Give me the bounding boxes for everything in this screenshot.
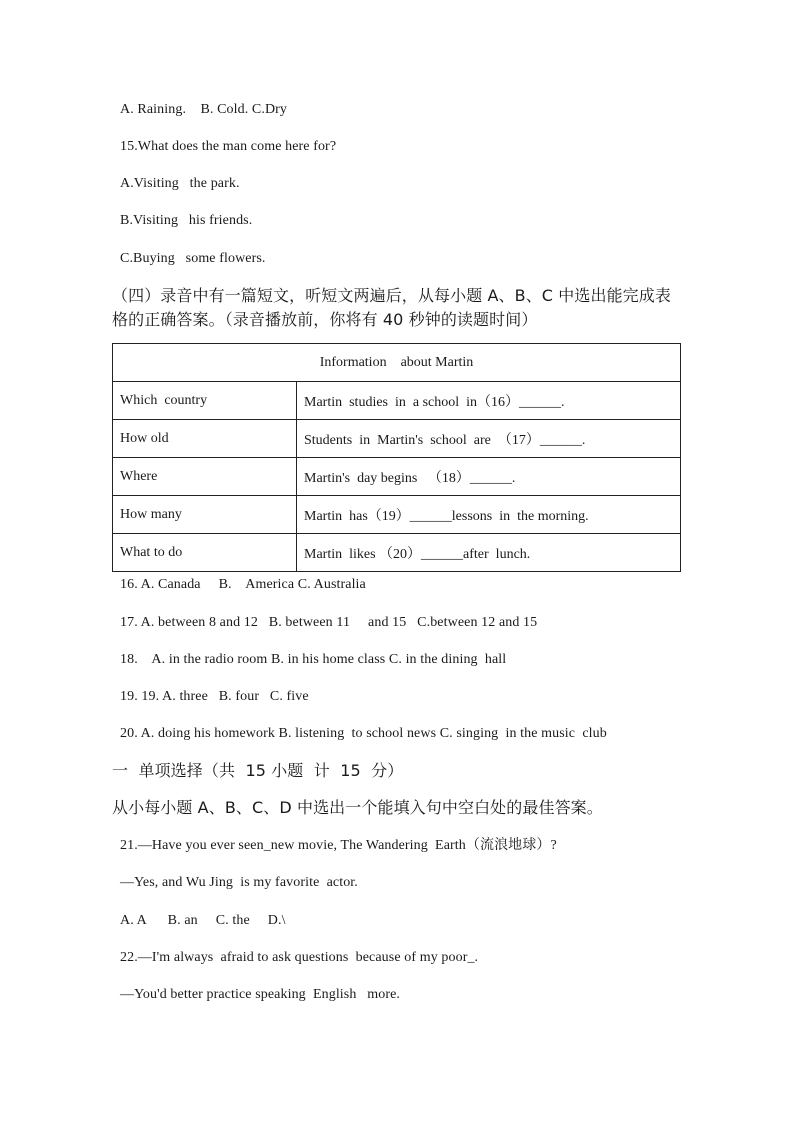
q14-options: A. Raining. B. Cold. C.Dry <box>120 102 288 117</box>
table-row <box>113 382 681 420</box>
table-row <box>113 458 681 496</box>
q20-options: 20. A. doing his homework B. listening to school news C. singing in the music club <box>120 726 607 741</box>
q15-option-c: C.Buying some flowers. <box>120 251 266 266</box>
table-row-label: How many <box>113 496 297 534</box>
table-row-label: What to do <box>113 534 297 572</box>
table-header: Information about Martin <box>113 344 681 382</box>
section-single-title: 一 单项选择（共 15 小题 计 15 分） <box>112 761 404 780</box>
q17-options: 17. A. between 8 and 12 B. between 11 and 15 C.between 12 and 15 <box>120 615 538 630</box>
table-row-label: How old <box>113 420 297 458</box>
table-row <box>113 496 681 534</box>
q15-option-b: B.Visiting his friends. <box>120 213 253 228</box>
table-row-value: Martin studies in a school in（16）______. <box>297 382 681 420</box>
q18-options: 18. A. in the radio room B. in his home class C. in the dining hall <box>120 652 507 667</box>
section4-instruction-line1: （四）录音中有一篇短文，听短文两遍后，从每小题 A、B、C 中选出能完成表 <box>112 286 671 305</box>
section4-instruction-line2: 格的正确答案。（录音播放前，你将有 40 秒钟的读题时间） <box>112 310 538 329</box>
table-row <box>113 420 681 458</box>
q19-options: 19. 19. A. three B. four C. five <box>120 689 309 704</box>
q21-stem: 21.—Have you ever seen_new movie, The Wandering Earth（流浪地球）? <box>120 838 557 853</box>
section-single-instruction: 从小每小题 A、B、C、D 中选出一个能填入句中空白处的最佳答案。 <box>112 798 603 817</box>
q16-options: 16. A. Canada B. America C. Australia <box>120 577 366 592</box>
q22-reply: —You'd better practice speaking English more. <box>120 987 401 1002</box>
table-row-value: Martin's day begins （18）______. <box>297 458 681 496</box>
q15-stem: 15.What does the man come here for? <box>120 139 337 154</box>
table-row-value: Martin has（19）______lessons in the morning. <box>297 496 681 534</box>
table-row-value: Students in Martin's school are （17）______. <box>297 420 681 458</box>
q21-options: A. A B. an C. the D.\ <box>120 913 286 928</box>
table-row-label: Which country <box>113 382 297 420</box>
table-header-row <box>113 344 681 382</box>
table-row <box>113 534 681 572</box>
q15-option-a: A.Visiting the park. <box>120 176 240 191</box>
q22-stem: 22.—I'm always afraid to ask questions because of my poor_. <box>120 950 479 965</box>
table-row-value: Martin likes （20）______after lunch. <box>297 534 681 572</box>
martin-info-table <box>112 343 681 572</box>
q21-reply: —Yes, and Wu Jing is my favorite actor. <box>120 875 358 890</box>
table-row-label: Where <box>113 458 297 496</box>
